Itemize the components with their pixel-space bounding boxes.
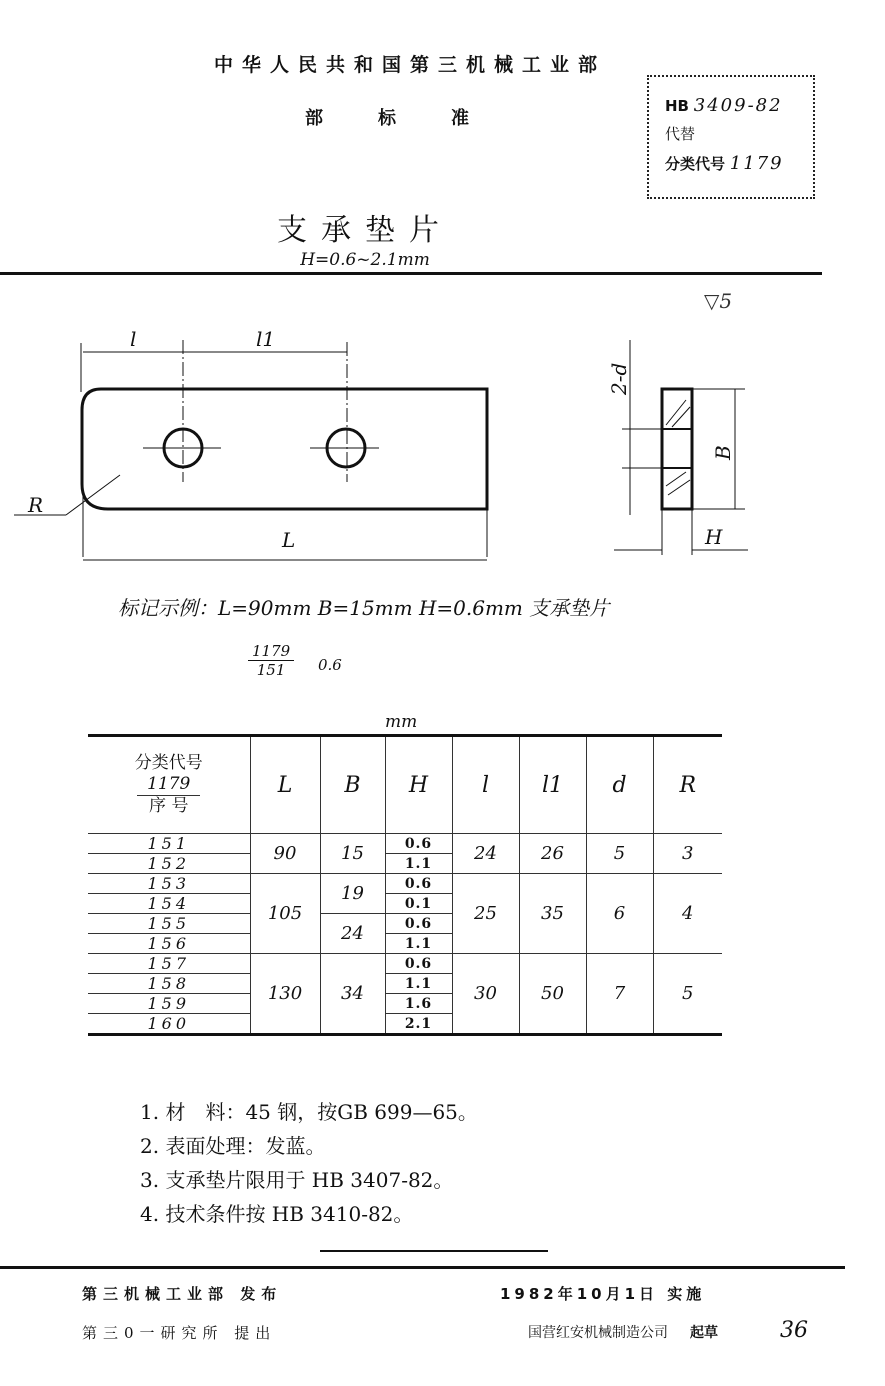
d-cell: 7	[586, 954, 653, 1035]
L-cell: 105	[250, 874, 320, 954]
H-cell: 0.6	[385, 834, 452, 854]
H-cell: 0.6	[385, 954, 452, 974]
header-line1: 分类代号	[134, 753, 203, 773]
front-view-labels	[27, 327, 295, 552]
issuing-ministry-heading: 中华人民共和国第三机械工业部	[213, 54, 606, 76]
B-cell: 15	[320, 834, 385, 874]
l1-cell: 26	[519, 834, 586, 874]
serial-cell: 158	[88, 974, 250, 994]
standard-code-number: 3409-82	[693, 95, 783, 116]
note-item: 3. 支承垫片限用于 HB 3407-82。	[140, 1168, 454, 1192]
serial-cell: 153	[88, 874, 250, 894]
front-view	[14, 340, 487, 560]
standard-code-prefix: HB	[665, 97, 689, 115]
H-cell: 0.6	[385, 914, 452, 934]
serial-cell: 151	[88, 834, 250, 854]
table-header-row	[88, 736, 722, 834]
table-row	[88, 874, 722, 894]
note-item: 4. 技术条件按 HB 3410-82。	[140, 1202, 414, 1226]
H-cell: 1.1	[385, 974, 452, 994]
R-cell: 3	[653, 834, 722, 874]
header-l: l	[452, 736, 519, 834]
L-cell: 90	[250, 834, 320, 874]
fraction-denominator: 151	[256, 661, 286, 679]
header-code: 1179	[137, 774, 200, 796]
footer-divider	[0, 1266, 845, 1269]
serial-cell: 154	[88, 894, 250, 914]
classification-code: 1179	[729, 153, 784, 174]
l-cell: 24	[452, 834, 519, 874]
B-cell: 19	[320, 874, 385, 914]
H-cell: 1.1	[385, 934, 452, 954]
note-item: 1. 材 料：45 钢，按GB 699—65。	[140, 1100, 478, 1124]
dimension-R-label: R	[28, 493, 44, 517]
d-cell: 6	[586, 874, 653, 954]
l-cell: 25	[452, 874, 519, 954]
header-classification	[88, 736, 250, 834]
header-d: d	[586, 736, 653, 834]
header-line2: 序 号	[149, 796, 189, 816]
document-subtitle: H=0.6~2.1mm	[300, 250, 430, 270]
H-cell: 2.1	[385, 1014, 452, 1035]
table-unit: mm	[385, 712, 418, 732]
issued-by: 第三机械工业部 发布	[82, 1285, 283, 1303]
serial-cell: 152	[88, 854, 250, 874]
dimension-L-label: L	[282, 528, 296, 552]
B-cell: 24	[320, 914, 385, 954]
fraction-value: 0.6	[318, 656, 342, 674]
header-divider	[0, 272, 822, 275]
marking-fraction	[248, 642, 294, 679]
standard-type-char: 准	[451, 108, 469, 129]
l-cell: 30	[452, 954, 519, 1035]
header-B: B	[320, 736, 385, 834]
serial-cell: 159	[88, 994, 250, 1014]
serial-cell: 156	[88, 934, 250, 954]
technical-drawing	[0, 280, 885, 580]
l1-cell: 50	[519, 954, 586, 1035]
standard-type-char: 标	[378, 108, 396, 129]
serial-cell: 155	[88, 914, 250, 934]
dimension-B-label: B	[711, 445, 735, 460]
fraction-numerator: 1179	[248, 642, 294, 661]
note-item: 2. 表面处理：发蓝。	[140, 1134, 326, 1158]
standard-number-box	[647, 75, 815, 199]
B-cell: 34	[320, 954, 385, 1035]
drafted-by	[528, 1322, 718, 1342]
serial-cell: 160	[88, 1014, 250, 1035]
effective-date: 1982年10月1日 实施	[500, 1285, 706, 1303]
document-title: 支承垫片	[277, 213, 453, 248]
table-row	[88, 954, 722, 974]
classification-label: 分类代号	[665, 155, 726, 173]
dimension-table	[88, 734, 722, 1036]
H-cell: 0.6	[385, 874, 452, 894]
page-number: 36	[780, 1318, 808, 1343]
H-cell: 1.1	[385, 854, 452, 874]
d-cell: 5	[586, 834, 653, 874]
table-row	[88, 834, 722, 854]
l1-cell: 35	[519, 874, 586, 954]
serial-cell: 157	[88, 954, 250, 974]
technical-notes	[140, 1095, 478, 1231]
header-H: H	[385, 736, 452, 834]
notes-end-rule	[320, 1250, 548, 1252]
drafted-label: 起草	[690, 1325, 718, 1341]
L-cell: 130	[250, 954, 320, 1035]
dimension-H-label: H	[705, 525, 723, 549]
drafting-organization: 国营红安机械制造公司	[528, 1325, 668, 1341]
standard-type-heading	[305, 104, 524, 130]
replaces-label: 代替	[665, 125, 696, 143]
proposed-by: 第三0一研究所 提出	[82, 1324, 277, 1342]
header-L: L	[250, 736, 320, 834]
dimension-l-label: l	[130, 327, 137, 351]
standard-type-char: 部	[305, 108, 323, 129]
H-cell: 0.1	[385, 894, 452, 914]
dimension-l1-label: l1	[256, 327, 276, 351]
side-view-labels	[607, 363, 735, 549]
header-R: R	[653, 736, 722, 834]
H-cell: 1.6	[385, 994, 452, 1014]
R-cell: 5	[653, 954, 722, 1035]
header-l1: l1	[519, 736, 586, 834]
hole-count-label: 2-d	[607, 362, 631, 395]
marking-example: 标记示例：L=90mm B=15mm H=0.6mm 支承垫片	[118, 596, 610, 620]
surface-roughness-symbol: ▽5	[704, 289, 733, 313]
R-cell: 4	[653, 874, 722, 954]
